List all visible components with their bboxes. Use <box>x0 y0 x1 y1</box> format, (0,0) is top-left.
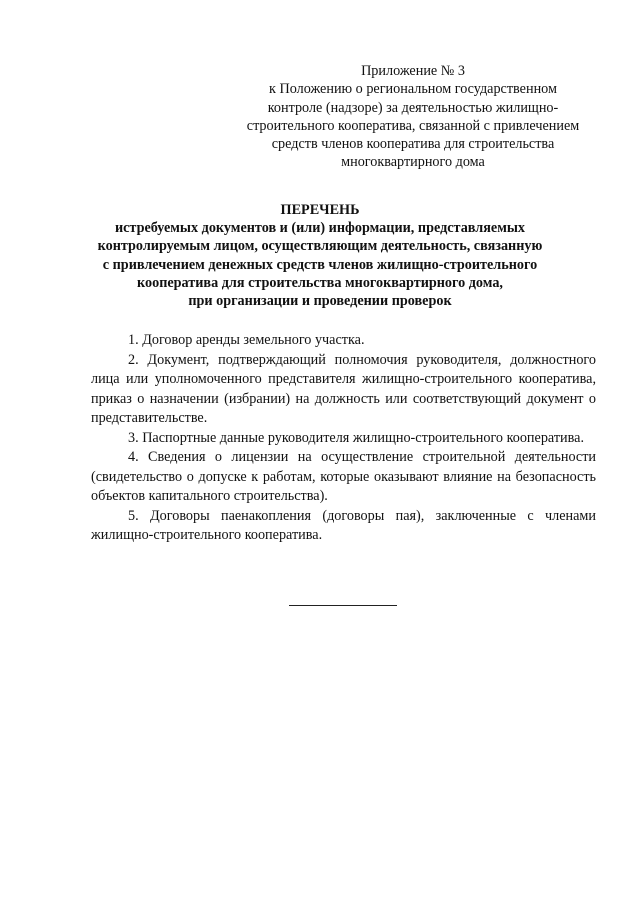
appendix-line: средств членов кооператива для строительства <box>271 136 555 153</box>
closing-divider <box>289 605 397 606</box>
list-item: 4. Сведения о лицензии на осуществление строительной деятельности (свидетельство о допуске к работам, которые оказывают влияние на безопасность объектов капитального строительства). <box>91 449 596 504</box>
list-item: 5. Договоры паенакопления (договоры пая), заключенные с членами жилищно-строительного кооператива. <box>91 507 596 543</box>
title-line: при организации и проведении проверок <box>188 293 452 310</box>
title-line: истребуемых документов и (или) информации, представляемых <box>114 220 526 237</box>
appendix-line: многоквартирного дома <box>341 154 485 171</box>
title-line: контролируемым лицом, осуществляющим деятельность, связанную <box>97 238 543 255</box>
document-list <box>91 331 596 546</box>
list-item: 2. Документ, подтверждающий полномочия руководителя, должностного лица или уполномоченного представителя жилищно-строительного кооператива, приказ о назначении (избрании) на должность или соответствующий документ о представительстве. <box>91 351 596 426</box>
document-title <box>60 201 580 310</box>
appendix-line: контроле (надзоре) за деятельностью жилищно- <box>267 99 559 116</box>
appendix-number: Приложение № 3 <box>361 63 465 79</box>
title-heading: ПЕРЕЧЕНЬ <box>280 202 360 218</box>
appendix-line: строительного кооператива, связанной с привлечением <box>246 117 580 134</box>
appendix-line: к Положению о региональном государственном <box>269 81 557 98</box>
list-item: 3. Паспортные данные руководителя жилищно-строительного кооператива. <box>128 429 584 446</box>
title-line: кооператива для строительства многоквартирного дома, <box>137 274 503 291</box>
appendix-header <box>228 62 598 172</box>
title-line: с привлечением денежных средств членов жилищно-строительного <box>102 256 538 273</box>
list-item: 1. Договор аренды земельного участка. <box>128 332 365 348</box>
